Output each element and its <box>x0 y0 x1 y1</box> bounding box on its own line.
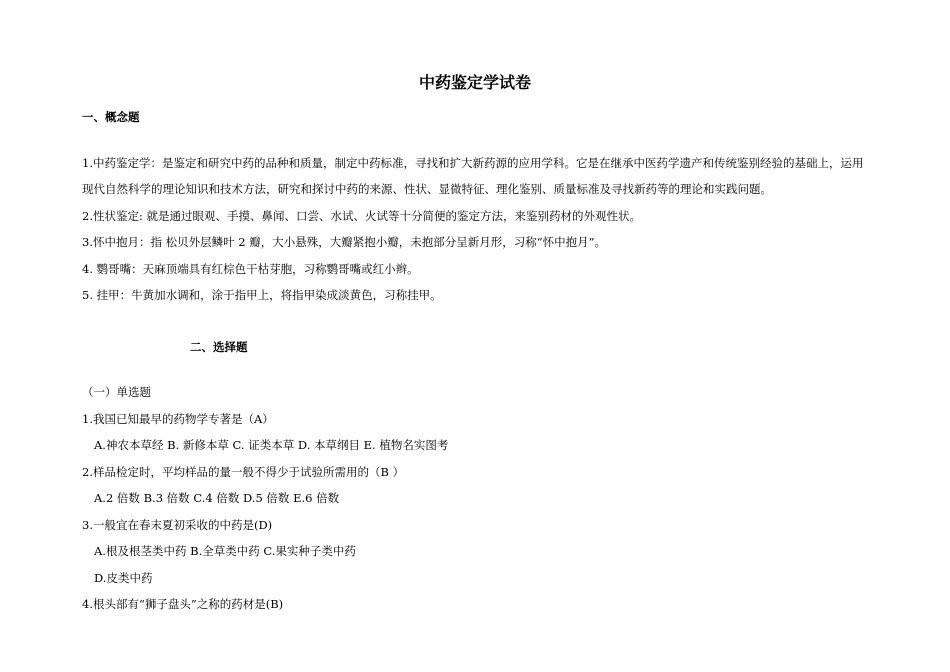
concept-line: 5. 挂甲：牛黄加水调和，涂于指甲上，将指甲染成淡黄色，习称挂甲。 <box>82 288 442 302</box>
answer-options-line: D.皮类中药 <box>94 571 153 585</box>
question-line: 1.我国已知最早的药物学专著是（A） <box>82 412 274 426</box>
concept-line: 2.性状鉴定: 就是通过眼观、手摸、鼻闻、口尝、水试、火试等十分简便的鉴定方法，来鉴别药材的外观性状。 <box>82 209 641 223</box>
section-heading-concepts: 一、概念题 <box>82 110 140 124</box>
concept-line: 3.怀中抱月：指 松贝外层鳞叶 2 瓣，大小悬殊，大瓣紧抱小瓣，未抱部分呈新月形，习称“怀中抱月”。 <box>82 235 607 249</box>
question-line: 2.样品检定时，平均样品的量一般不得少于试验所需用的（B ） <box>82 465 405 479</box>
concept-line: 现代自然科学的理论知识和技术方法，研究和探讨中药的来源、性状、显微特征、理化鉴别、质量标准及寻找新药等的理论和实践问题。 <box>82 182 772 196</box>
answer-options-line: A.神农本草经 B. 新修本草 C. 证类本草 D. 本草纲目 E. 植物名实图考 <box>94 438 449 452</box>
question-line: 4.根头部有“狮子盘头”之称的药材是(B) <box>82 597 284 611</box>
section-heading-choice: 二、选择题 <box>190 340 248 354</box>
question-line: 3.一般宜在春末夏初采收的中药是(D) <box>82 518 273 532</box>
page-title: 中药鉴定学试卷 <box>418 73 531 92</box>
concept-line: 4. 鹦哥嘴：天麻顶端具有红棕色干枯芽胞，习称鹦哥嘴或红小辫。 <box>82 262 419 276</box>
answer-options-line: A.根及根茎类中药 B.全草类中药 C.果实种子类中药 <box>94 544 356 558</box>
subsection-heading-single-choice: （一）单选题 <box>82 385 151 399</box>
concept-line: 1.中药鉴定学：是鉴定和研究中药的品种和质量，制定中药标准，寻找和扩大新药源的应用学科。它是在继承中医药学遗产和传统鉴别经验的基础上，运用 <box>82 156 864 170</box>
answer-options-line: A.2 倍数 B.3 倍数 C.4 倍数 D.5 倍数 E.6 倍数 <box>94 491 340 505</box>
